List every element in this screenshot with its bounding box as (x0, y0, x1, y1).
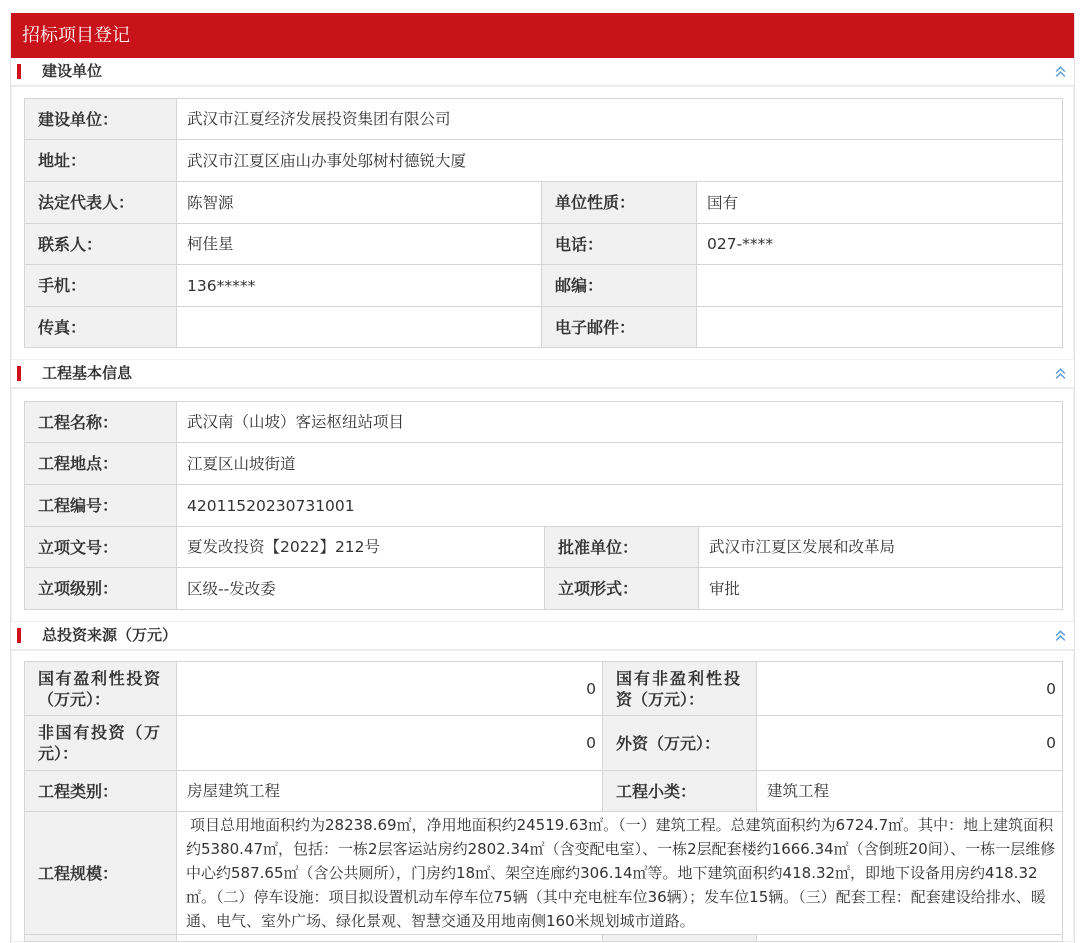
table-row-stub-cell (757, 935, 1063, 942)
section-marker (17, 64, 21, 79)
project-code-label: 工程编号： (25, 485, 177, 527)
section-marker (17, 366, 21, 381)
address-label: 地址： (25, 140, 177, 182)
address-value: 武汉市江夏区庙山办事处邬树村德锐大厦 (177, 140, 1063, 182)
non-state-investment-value: 0 (177, 716, 603, 771)
fax-label: 传真： (25, 307, 177, 348)
section-header-investment (11, 622, 1074, 650)
unit-name-label: 建设单位： (25, 99, 177, 140)
phone-value: 027-**** (697, 224, 1063, 265)
approval-authority-value: 武汉市江夏区发展和改革局 (699, 527, 1063, 568)
contact-label: 联系人： (25, 224, 177, 265)
state-profit-investment-value: 0 (177, 662, 603, 716)
non-state-investment-label: 非国有投资（万元）： (25, 716, 177, 771)
project-location-value: 江夏区山坡街道 (177, 443, 1063, 485)
approval-level-value: 区级--发改委 (177, 568, 545, 610)
project-category-label: 工程类别： (25, 771, 177, 812)
unit-nature-value: 国有 (697, 182, 1063, 224)
table-row-stub-cell (25, 935, 177, 942)
project-scale-label: 工程规模： (25, 812, 177, 935)
page-title: 招标项目登记 (11, 13, 1074, 58)
approval-authority-label: 批准单位： (545, 527, 699, 568)
project-subcategory-label: 工程小类： (603, 771, 757, 812)
phone-label: 电话： (542, 224, 697, 265)
project-name-value: 武汉南（山坡）客运枢纽站项目 (177, 402, 1063, 443)
postcode-label: 邮编： (542, 265, 697, 307)
contact-value: 柯佳星 (177, 224, 542, 265)
mobile-label: 手机： (25, 265, 177, 307)
project-code-value: 42011520230731001 (177, 485, 1063, 527)
section-header-builder-unit (11, 58, 1074, 86)
approval-form-label: 立项形式： (545, 568, 699, 610)
section-body-builder-unit (11, 86, 1074, 360)
fax-value (177, 307, 542, 348)
double-chevron-up-icon[interactable] (1054, 629, 1067, 642)
section-body-project-info (11, 388, 1074, 622)
legal-rep-label: 法定代表人： (25, 182, 177, 224)
foreign-investment-value: 0 (757, 716, 1063, 771)
table-row-stub-cell (177, 935, 603, 942)
unit-name-value: 武汉市江夏经济发展投资集团有限公司 (177, 99, 1063, 140)
state-nonprofit-investment-label: 国有非盈利性投资（万元）： (603, 662, 757, 716)
approval-level-label: 立项级别： (25, 568, 177, 610)
email-label: 电子邮件： (542, 307, 697, 348)
section-title-project-info: 工程基本信息 (42, 364, 133, 382)
email-value (697, 307, 1063, 348)
postcode-value (697, 265, 1063, 307)
project-category-value: 房屋建筑工程 (177, 771, 603, 812)
section-title-investment: 总投资来源（万元） (42, 626, 178, 644)
double-chevron-up-icon[interactable] (1054, 65, 1067, 78)
unit-nature-label: 单位性质： (542, 182, 697, 224)
approval-form-value: 审批 (699, 568, 1063, 610)
builder-unit-table (24, 98, 1063, 348)
registration-panel (10, 13, 1075, 943)
project-location-label: 工程地点： (25, 443, 177, 485)
investment-table (24, 661, 1063, 942)
mobile-value: 136***** (177, 265, 542, 307)
project-info-table (24, 401, 1063, 610)
section-body-investment (11, 650, 1074, 942)
state-nonprofit-investment-value: 0 (757, 662, 1063, 716)
table-row-stub-cell (603, 935, 757, 942)
project-subcategory-value: 建筑工程 (757, 771, 1063, 812)
approval-doc-value: 夏发改投资【2022】212号 (177, 527, 545, 568)
legal-rep-value: 陈智源 (177, 182, 542, 224)
section-header-project-info (11, 360, 1074, 388)
section-title-builder-unit: 建设单位 (42, 62, 103, 80)
section-marker (17, 628, 21, 643)
project-scale-value: 项目总用地面积约为28238.69㎡，净用地面积约24519.63㎡。（一）建筑工程。总建筑面积约为6724.7㎡。其中：地上建筑面积约5380.47㎡，包括：一栋2层客运站房约2802.34㎡（含变配电室）、一栋2层配套楼约1666.34㎡（含倒班20间）、一栋一层维修中心约587.65㎡（含公共厕所），门房约18㎡、架空连廊约306.14㎡等。地下建筑面积约418.32㎡，即地下设备用房约418.32㎡。（二）停车设施：项目拟设置机动车停车位75辆（其中充电桩车位36辆）；发车位15辆。（三）配套工程：配套建设给排水、暖通、电气、室外广场、绿化景观、智慧交通及用地南侧160米规划城市道路。 (177, 812, 1063, 935)
approval-doc-label: 立项文号： (25, 527, 177, 568)
project-name-label: 工程名称： (25, 402, 177, 443)
double-chevron-up-icon[interactable] (1054, 367, 1067, 380)
state-profit-investment-label: 国有盈利性投资（万元）： (25, 662, 177, 716)
foreign-investment-label: 外资（万元）： (603, 716, 757, 771)
